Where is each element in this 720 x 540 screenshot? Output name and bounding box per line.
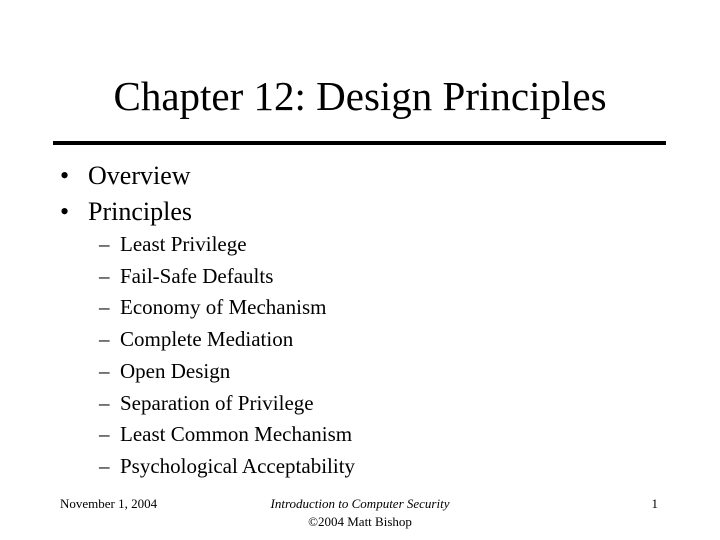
principle-text: Economy of Mechanism bbox=[120, 295, 327, 320]
principle-item bbox=[99, 324, 355, 356]
principle-item bbox=[99, 261, 355, 293]
principle-item bbox=[99, 388, 355, 420]
footer-center bbox=[230, 495, 490, 531]
bullet-item bbox=[60, 194, 192, 230]
bullet-text-principles: Principles bbox=[88, 197, 192, 226]
dash-marker: – bbox=[99, 422, 110, 447]
principle-text: Least Privilege bbox=[120, 232, 247, 256]
footer-date: November 1, 2004 bbox=[60, 496, 158, 511]
principle-text: Least Common Mechanism bbox=[120, 422, 353, 447]
footer-copyright: ©2004 Matt Bishop bbox=[308, 514, 412, 529]
principle-text: Separation of Privilege bbox=[120, 390, 314, 415]
principle-text: Psychological Acceptability bbox=[120, 453, 356, 478]
principle-item bbox=[99, 419, 355, 451]
dash-marker: – bbox=[99, 295, 110, 320]
principle-text: Fail-Safe Defaults bbox=[120, 263, 274, 288]
page-number: 1 bbox=[651, 496, 658, 511]
bullet-list bbox=[60, 158, 192, 230]
bullet-marker: • bbox=[60, 161, 70, 190]
principle-item bbox=[99, 356, 355, 388]
principle-item bbox=[99, 292, 355, 324]
dash-marker: – bbox=[99, 263, 110, 288]
bullet-item bbox=[60, 158, 192, 194]
dash-marker: – bbox=[99, 390, 110, 415]
bullet-text-overview: Overview bbox=[88, 161, 191, 190]
dash-marker: – bbox=[99, 232, 110, 256]
footer-course-title: Introduction to Computer Security bbox=[270, 496, 450, 511]
dash-marker: – bbox=[99, 327, 110, 352]
title-underline bbox=[53, 141, 666, 145]
dash-marker: – bbox=[99, 358, 110, 383]
principle-text: Open Design bbox=[120, 358, 231, 383]
principles-list bbox=[99, 229, 355, 483]
bullet-marker: • bbox=[60, 197, 70, 226]
slide-title: Chapter 12: Design Principles bbox=[113, 73, 607, 119]
principle-item bbox=[99, 451, 355, 483]
dash-marker: – bbox=[99, 453, 110, 478]
principle-item bbox=[99, 229, 355, 261]
principle-text: Complete Mediation bbox=[120, 327, 294, 352]
